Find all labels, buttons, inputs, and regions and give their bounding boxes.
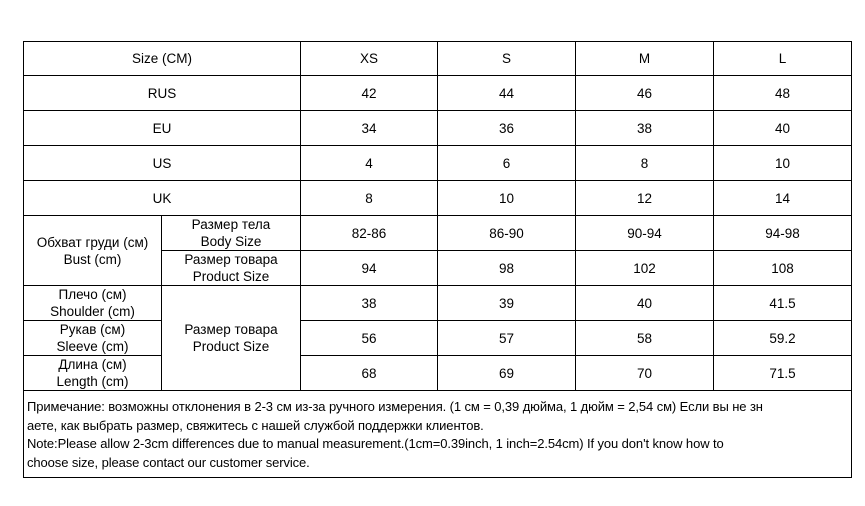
row-uk (24, 181, 852, 216)
body-size-label (162, 216, 301, 251)
note-cell (24, 391, 852, 478)
size-chart-table (23, 41, 852, 478)
cell: 46 (576, 76, 714, 111)
cell: 82-86 (301, 216, 438, 251)
row-label: RUS (24, 76, 301, 111)
note-line-2: аете, как выбрать размер, свяжитесь с нашей службой поддержки клиентов. (27, 417, 484, 433)
size-header-m: M (576, 42, 714, 76)
cell: 41.5 (714, 286, 852, 321)
cell: 40 (576, 286, 714, 321)
cell: 39 (438, 286, 576, 321)
cell: 10 (714, 146, 852, 181)
cell: 4 (301, 146, 438, 181)
cell: 57 (438, 321, 576, 356)
header-row (24, 42, 852, 76)
row-rus (24, 76, 852, 111)
product-size-group-ru: Размер товара (184, 322, 278, 337)
cell: 8 (576, 146, 714, 181)
row-label: US (24, 146, 301, 181)
cell: 94-98 (714, 216, 852, 251)
row-eu (24, 111, 852, 146)
cell: 102 (576, 251, 714, 286)
length-label-en: Length (cm) (56, 374, 129, 389)
product-size-group-label (162, 286, 301, 391)
row-sleeve (24, 321, 852, 356)
sleeve-label-en: Sleeve (cm) (56, 339, 129, 354)
note-line-4: choose size, please contact our customer service. (27, 454, 310, 470)
body-size-label-en: Body Size (200, 234, 262, 249)
cell: 98 (438, 251, 576, 286)
cell: 38 (576, 111, 714, 146)
cell: 38 (301, 286, 438, 321)
cell: 59.2 (714, 321, 852, 356)
shoulder-label (24, 286, 162, 321)
cell: 86-90 (438, 216, 576, 251)
cell: 10 (438, 181, 576, 216)
length-label-ru: Длина (см) (58, 357, 127, 372)
cell: 44 (438, 76, 576, 111)
shoulder-label-en: Shoulder (cm) (50, 304, 135, 319)
shoulder-label-ru: Плечо (см) (58, 287, 127, 302)
cell: 70 (576, 356, 714, 391)
product-size-label-en: Product Size (192, 269, 270, 284)
sleeve-label (24, 321, 162, 356)
product-size-label (162, 251, 301, 286)
size-header-s: S (438, 42, 576, 76)
note-row (24, 391, 852, 478)
cell: 108 (714, 251, 852, 286)
cell: 36 (438, 111, 576, 146)
cell: 90-94 (576, 216, 714, 251)
cell: 69 (438, 356, 576, 391)
cell: 48 (714, 76, 852, 111)
product-size-group-en: Product Size (192, 339, 270, 354)
row-length (24, 356, 852, 391)
cell: 68 (301, 356, 438, 391)
cell: 40 (714, 111, 852, 146)
body-size-label-ru: Размер тела (191, 217, 271, 232)
row-shoulder (24, 286, 852, 321)
sleeve-label-ru: Рукав (см) (59, 322, 126, 337)
cell: 6 (438, 146, 576, 181)
note-line-3: Note:Please allow 2-3cm differences due to manual measurement.(1cm=0.39inch, 1 inch=2.54cm) If you don't know how to (27, 436, 724, 451)
cell: 34 (301, 111, 438, 146)
cell: 12 (576, 181, 714, 216)
row-label: EU (24, 111, 301, 146)
bust-label-en: Bust (cm) (63, 251, 122, 267)
row-bust-body (24, 216, 852, 251)
size-header-label: Size (CM) (24, 42, 301, 76)
size-header-xs: XS (301, 42, 438, 76)
cell: 42 (301, 76, 438, 111)
cell: 8 (301, 181, 438, 216)
bust-label (24, 216, 162, 286)
note-line-1: Примечание: возможны отклонения в 2-3 см из-за ручного измерения. (1 см = 0,39 дюйма, 1 дюйм = 2,54 см) Если вы не зн (27, 399, 763, 414)
cell: 14 (714, 181, 852, 216)
cell: 58 (576, 321, 714, 356)
cell: 71.5 (714, 356, 852, 391)
product-size-label-ru: Размер товара (184, 252, 278, 267)
bust-label-ru: Обхват груди (см) (36, 234, 149, 250)
cell: 56 (301, 321, 438, 356)
cell: 94 (301, 251, 438, 286)
row-label: UK (24, 181, 301, 216)
size-header-l: L (714, 42, 852, 76)
row-us (24, 146, 852, 181)
length-label (24, 356, 162, 391)
